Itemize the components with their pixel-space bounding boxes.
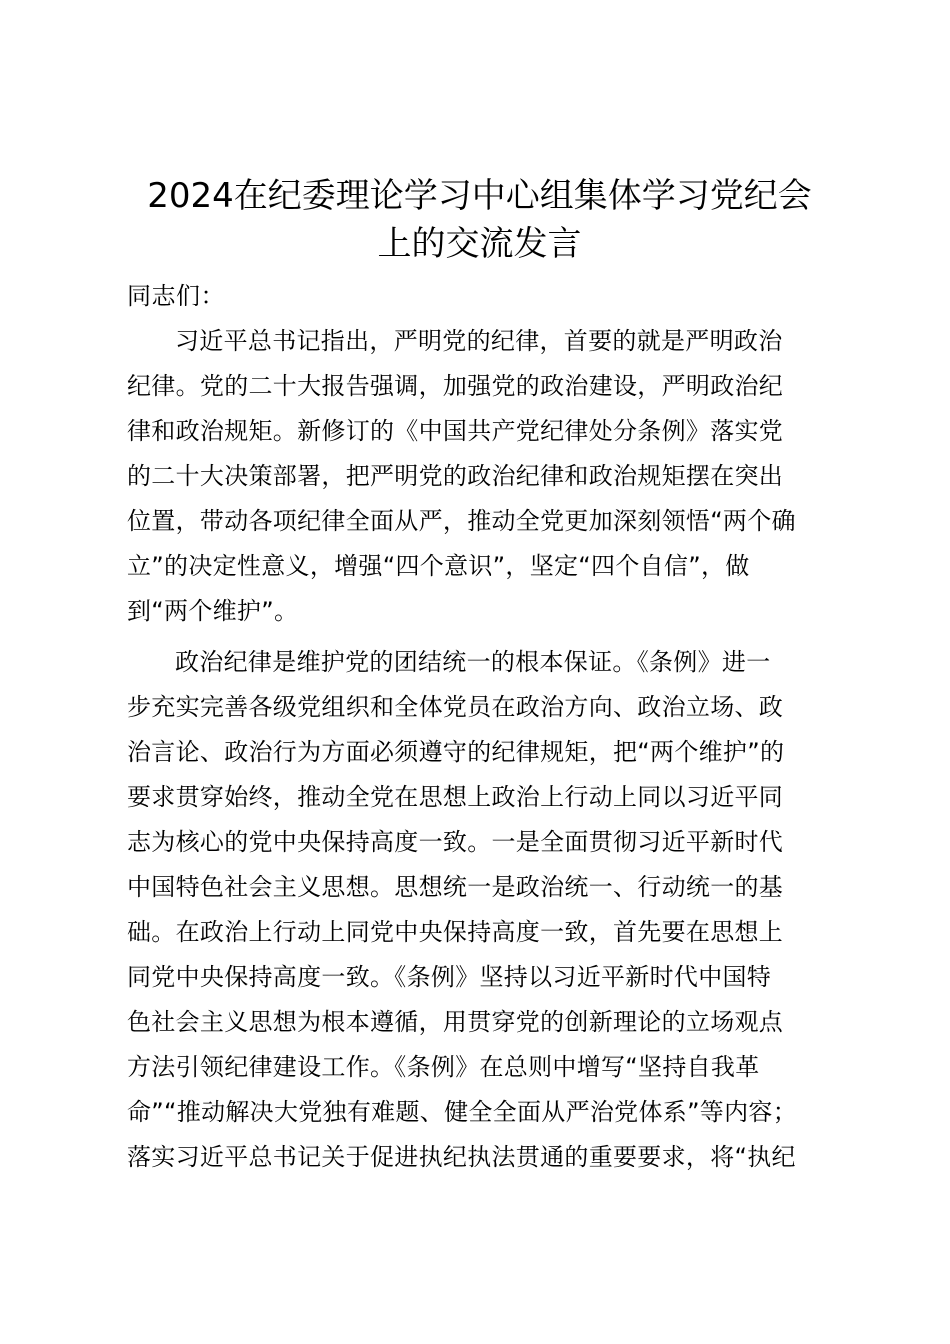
paragraph-line: 中国特色社会主义思想。思想统一是政治统一、行动统一的基	[127, 873, 784, 901]
paragraph-line: 政治纪律是维护党的团结统一的根本保证。《条例》进一	[175, 648, 771, 676]
paragraph-line: 纪律。党的二十大报告强调，加强党的政治建设，严明政治纪	[127, 372, 784, 400]
document-page	[127, 172, 832, 1180]
paragraph-line: 落实习近平总书记关于促进执纪执法贯通的重要要求，将“执纪	[127, 1143, 796, 1171]
document-title	[115, 172, 844, 268]
paragraph-line: 治言论、政治行为方面必须遵守的纪律规矩，把“两个维护”的	[127, 738, 785, 766]
paragraph-line: 位置，带动各项纪律全面从严，推动全党更加深刻领悟“两个确	[127, 507, 796, 535]
paragraph-line: 立”的决定性意义，增强“四个意识”，坚定“四个自信”，做	[127, 552, 750, 580]
paragraph-line: 志为核心的党中央保持高度一致。一是全面贯彻习近平新时代	[127, 828, 784, 856]
salutation: 同志们：	[127, 282, 225, 310]
paragraph-line: 础。在政治上行动上同党中央保持高度一致，首先要在思想上	[127, 918, 784, 946]
paragraph-line: 习近平总书记指出，严明党的纪律，首要的就是严明政治	[175, 327, 783, 355]
title-line-1: 2024在纪委理论学习中心组集体学习党纪会	[147, 176, 812, 216]
paragraph-1	[127, 319, 832, 634]
paragraph-line: 方法引领纪律建设工作。《条例》在总则中增写“坚持自我革	[127, 1053, 760, 1081]
paragraph-line: 命”“推动解决大党独有难题、健全全面从严治党体系”等内容；	[127, 1098, 797, 1126]
paragraph-line: 到“两个维护”。	[127, 597, 299, 625]
paragraph-line: 律和政治规矩。新修订的《中国共产党纪律处分条例》落实党	[127, 417, 784, 445]
paragraph-line: 同党中央保持高度一致。《条例》坚持以习近平新时代中国特	[127, 963, 772, 991]
title-line-2: 上的交流发言	[377, 224, 582, 264]
paragraph-2	[127, 640, 832, 1180]
paragraph-line: 步充实完善各级党组织和全体党员在政治方向、政治立场、政	[127, 693, 784, 721]
paragraph-line: 色社会主义思想为根本遵循，用贯穿党的创新理论的立场观点	[127, 1008, 784, 1036]
paragraph-line: 的二十大决策部署，把严明党的政治纪律和政治规矩摆在突出	[127, 462, 784, 490]
paragraph-line: 要求贯穿始终，推动全党在思想上政治上行动上同以习近平同	[127, 783, 784, 811]
